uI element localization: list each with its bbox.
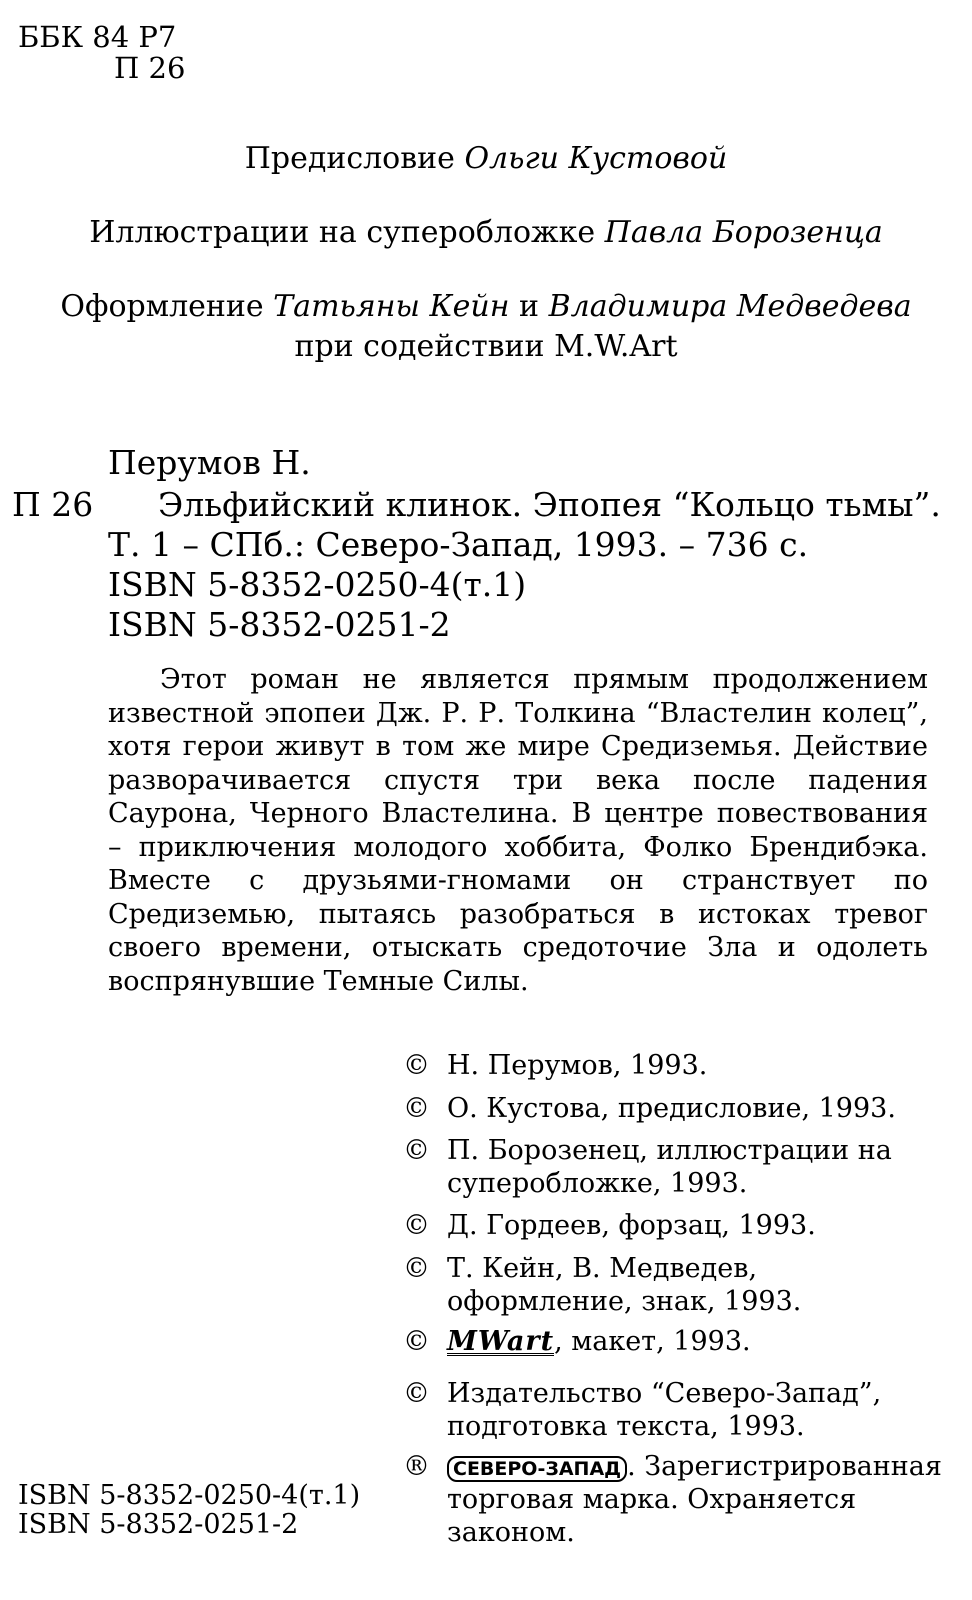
design-credit: Оформление Татьяны Кейн и Владимира Медведева <box>60 289 912 324</box>
assistance-credit: при содействии M.W.Art <box>294 329 678 364</box>
mw-art-logo: MWart <box>447 1326 555 1357</box>
designer-2: Владимира Медведева <box>548 289 912 324</box>
annotation-paragraph: Этот роман не является прямым продолжением известной эпопеи Дж. Р. Р. Толкина “Властелин колец”, хотя герои живут в том же мире Средиземья. Действие разворачивается спустя три века после падения Саурона, Черного Властелина. В центре повествования – приключения молодого хоббита, Фолко Брендибэка. Вместе с друзьями-гномами он странствует по Средиземью, пытаясь разобраться в истоках тревог своего времени, отыскать средоточие Зла и одолеть воспрянувшие Темные Силы. <box>108 664 928 997</box>
biblio-isbn-1: ISBN 5-8352-0250-4(т.1) <box>108 565 527 604</box>
biblio-imprint: Т. 1 – СПб.: Северо-Запад, 1993. – 736 с. <box>108 525 809 564</box>
biblio-code: П 26 <box>12 485 94 524</box>
copyright-symbol: © <box>403 1253 430 1284</box>
severo-zapad-logo: СЕВЕРО-ЗАПАД <box>447 1456 627 1482</box>
copyright-1: © Н. Перумов, 1993. <box>403 1050 708 1081</box>
classification-block <box>18 22 185 84</box>
illustrator: Павла Борозенца <box>604 215 883 250</box>
illustrations-credit: Иллюстрации на суперобложке Павла Борозенца <box>89 215 883 250</box>
bottom-isbn-1: ISBN 5-8352-0250-4(т.1) <box>18 1480 361 1511</box>
copyright-5: © Т. Кейн, В. Медведев, оформление, знак, 1993. <box>403 1253 802 1317</box>
copyright-symbol: © <box>403 1210 430 1241</box>
copyright-symbol: © <box>403 1326 430 1357</box>
copyright-symbol: © <box>403 1135 430 1166</box>
registered-symbol: ® <box>403 1451 430 1482</box>
designer-1: Татьяны Кейн <box>273 289 510 324</box>
copyright-7: © Издательство “Северо-Запад”, подготовка текста, 1993. <box>403 1378 882 1442</box>
trademark-notice: ® СЕВЕРО-ЗАПАД . Зарегистрированная торговая марка. Охраняется законом. <box>403 1451 942 1548</box>
biblio-isbn-2: ISBN 5-8352-0251-2 <box>108 605 451 644</box>
copyright-3: © П. Борозенец, иллюстрации на суперобложке, 1993. <box>403 1135 892 1199</box>
copyright-6: © MWart, макет, 1993. <box>403 1326 751 1357</box>
copyright-symbol: © <box>403 1050 430 1081</box>
bbk-code: ББК 84 Р7 <box>18 20 177 54</box>
copyright-symbol: © <box>403 1093 430 1124</box>
preface-author: Ольги Кустовой <box>464 141 728 176</box>
copyright-symbol: © <box>403 1378 430 1409</box>
copyright-2: © О. Кустова, предисловие, 1993. <box>403 1093 896 1124</box>
bottom-isbn-2: ISBN 5-8352-0251-2 <box>18 1509 299 1540</box>
bottom-isbn-block <box>18 1481 360 1539</box>
biblio-title: Эльфийский клинок. Эпопея “Кольцо тьмы”. <box>158 485 941 524</box>
copyright-4: © Д. Гордеев, форзац, 1993. <box>403 1210 816 1241</box>
author-mark: П 26 <box>114 51 186 85</box>
biblio-author: Перумов Н. <box>108 443 311 482</box>
preface-credit: Предисловие Ольги Кустовой <box>244 141 728 176</box>
